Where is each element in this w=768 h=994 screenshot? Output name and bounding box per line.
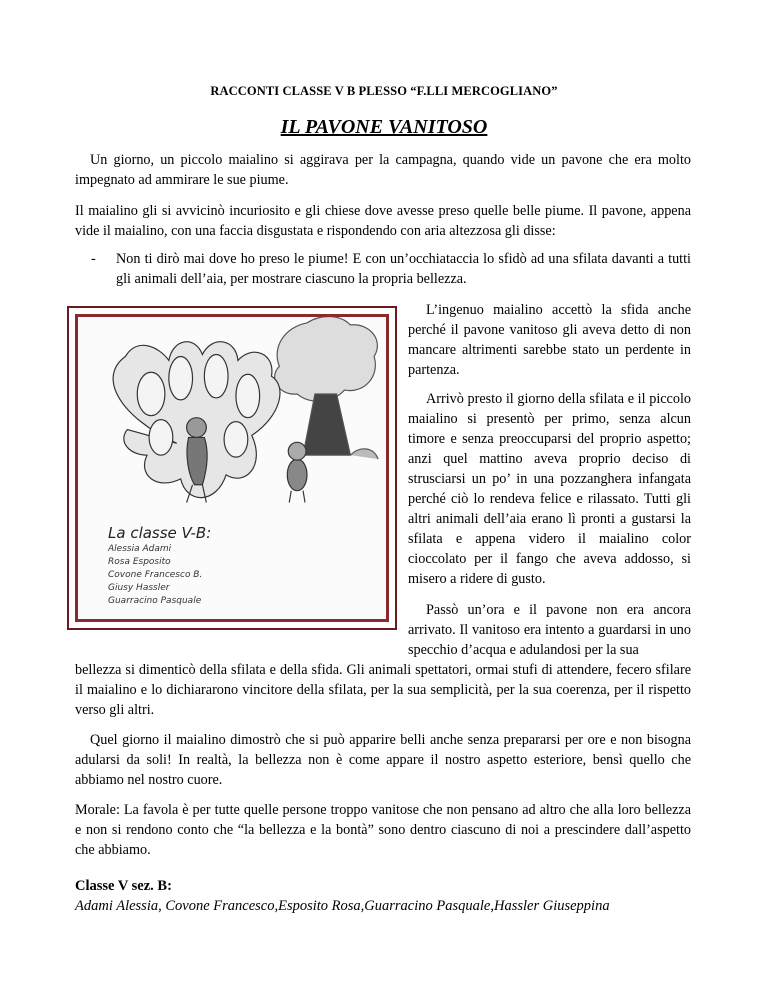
paragraph-5-start: Passò un’ora e il pavone non era ancora arrivato. Il vanitoso era intento a guardarsi in uno specchio d’acqua e adulandosi per la sua — [408, 602, 691, 658]
signature-3: Covone Francesco B. — [108, 570, 203, 580]
paragraph-5-end: bellezza si dimenticò della sfilata e della sfida. Gli animali spettatori, ormai stufi di attendere, fecero sfilare il maialino e lo dichiararono vincitore della sfilata, per la sua semplicità, per la sua coerenza, per il rispetto verso gli altri. — [75, 662, 691, 718]
pig-drawing — [287, 442, 307, 502]
paragraph-2: Il maialino gli si avvicinò incuriosito e gli chiese dove avesse preso quelle belle piume. Il pavone, appena vide il maialino, con una faccia disgustata e rispondendo con aria altezzosa gli disse: — [75, 203, 691, 239]
author-names: Adami Alessia, Covone Francesco,Esposito Rosa,Guarracino Pasquale,Hassler Giuseppina — [75, 898, 610, 914]
signature-1: Alessia Adami — [108, 544, 172, 554]
document-header: RACCONTI CLASSE V B PLESSO “F.LLI MERCOGLIANO” — [210, 84, 558, 98]
story-title: IL PAVONE VANITOSO — [280, 116, 488, 138]
peacock-drawing — [113, 342, 280, 503]
drawing-frame — [75, 314, 389, 622]
dialogue-item — [91, 249, 691, 289]
drawing-caption: La classe V-B: — [108, 524, 212, 542]
signature-2: Rosa Esposito — [108, 557, 171, 567]
signature-4: Giusy Hassler — [108, 583, 170, 593]
dialogue-text: Non ti dirò mai dove ho preso le piume! E con un’occhiataccia lo sfidò ad una sfilata davanti a tutti gli animali dell’aia, per mostrare ciascuno la propria bellezza. — [116, 251, 691, 287]
dash-bullet: - — [91, 251, 96, 267]
tree-drawing — [275, 317, 378, 459]
paragraph-1: Un giorno, un piccolo maialino si aggirava per la campagna, quando vide un pavone che era molto impegnato ad ammirare le sue piume. — [75, 152, 691, 188]
moral-paragraph: Morale: La favola è per tutte quelle persone troppo vanitose che non pensano ad altro che alla loro bellezza e non si rendono conto che “la bellezza e la bontà” sono dentro ciascuno di noi a prescindere dall’aspetto che abbiamo. — [75, 802, 691, 858]
paragraph-3: L’ingenuo maialino accettò la sfida anche perché il pavone vanitoso gli aveva detto di non mancare altrimenti sarebbe stato un perdente in partenza. — [408, 302, 691, 378]
signature-5: Guarracino Pasquale — [108, 596, 202, 606]
class-label: Classe V sez. B: — [75, 878, 172, 894]
child-drawing — [67, 306, 397, 630]
paragraph-6: Quel giorno il maialino dimostrò che si può apparire belli anche senza prepararsi per ore e non bisogna adularsi da soli! In realtà, la bellezza non è come appare il nostro aspetto esteriore, bensì quello che abbiamo nel nostro cuore. — [75, 732, 691, 788]
paragraph-4: Arrivò presto il giorno della sfilata e il piccolo maialino si presentò per primo, senza alcun timore e senza preoccuparsi del proprio aspetto; anzi quel mattino aveva proprio deciso di strusciarsi un po’ in una pozzanghera infangata perché ciò lo rendeva felice e rilassato. Tutti gli altri animali dell’aia erano lì pronti a gustarsi la sfilata e appena videro il maialino color cioccolato per il fango che aveva addosso, si misero a ridere di gusto. — [408, 391, 691, 587]
drawing-signatures — [108, 523, 211, 608]
